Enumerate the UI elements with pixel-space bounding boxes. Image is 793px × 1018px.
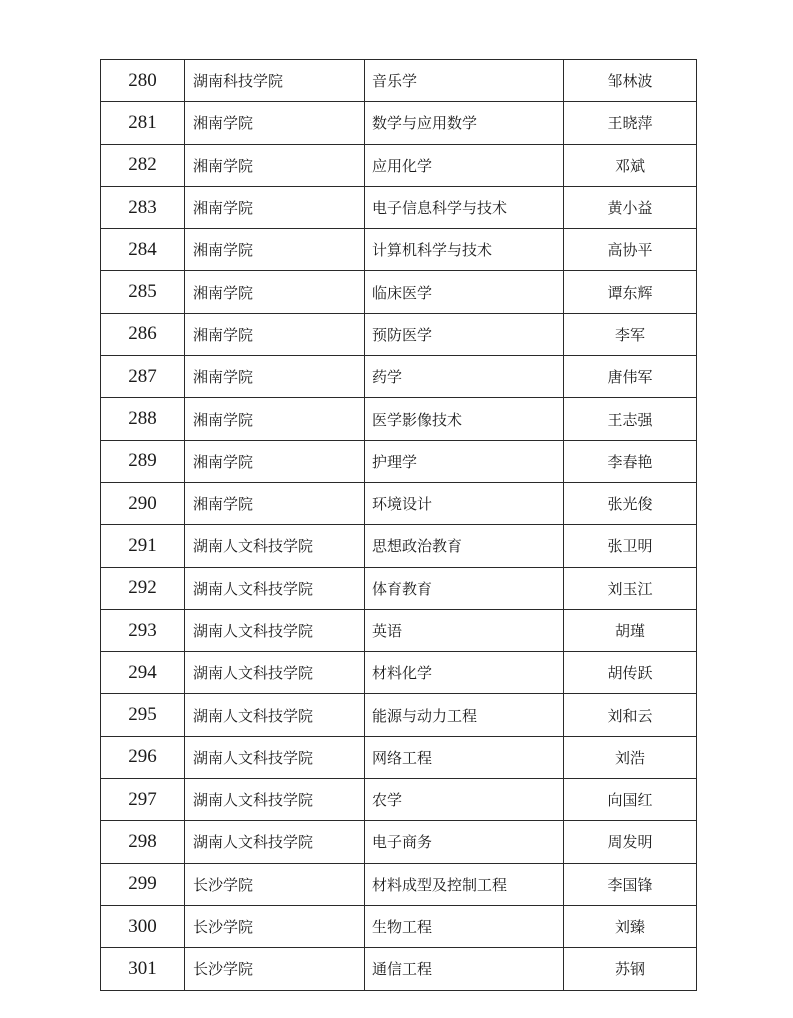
table-row <box>101 398 697 440</box>
school-cell: 长沙学院 <box>185 948 365 990</box>
row-number-cell: 284 <box>101 229 185 271</box>
person-name-cell: 刘玉江 <box>564 567 697 609</box>
person-name-cell: 刘和云 <box>564 694 697 736</box>
major-cell: 网络工程 <box>365 736 564 778</box>
major-cell: 环境设计 <box>365 482 564 524</box>
table-row <box>101 356 697 398</box>
person-name-cell: 高协平 <box>564 229 697 271</box>
table-row <box>101 313 697 355</box>
person-name-cell: 李春艳 <box>564 440 697 482</box>
major-cell: 数学与应用数学 <box>365 102 564 144</box>
table-row <box>101 482 697 524</box>
school-cell: 湖南人文科技学院 <box>185 821 365 863</box>
major-cell: 药学 <box>365 356 564 398</box>
person-name-cell: 邓斌 <box>564 144 697 186</box>
major-cell: 思想政治教育 <box>365 525 564 567</box>
major-cell: 通信工程 <box>365 948 564 990</box>
table-row <box>101 144 697 186</box>
table-row <box>101 525 697 567</box>
person-name-cell: 张卫明 <box>564 525 697 567</box>
school-cell: 湘南学院 <box>185 229 365 271</box>
major-cell: 电子商务 <box>365 821 564 863</box>
table-row <box>101 821 697 863</box>
row-number-cell: 280 <box>101 60 185 102</box>
table-row <box>101 609 697 651</box>
row-number-cell: 299 <box>101 863 185 905</box>
row-number-cell: 295 <box>101 694 185 736</box>
person-name-cell: 黄小益 <box>564 186 697 228</box>
row-number-cell: 290 <box>101 482 185 524</box>
row-number-cell: 286 <box>101 313 185 355</box>
school-cell: 长沙学院 <box>185 905 365 947</box>
major-cell: 护理学 <box>365 440 564 482</box>
school-cell: 湘南学院 <box>185 271 365 313</box>
major-cell: 材料成型及控制工程 <box>365 863 564 905</box>
table-row <box>101 567 697 609</box>
major-cell: 音乐学 <box>365 60 564 102</box>
person-name-cell: 李国锋 <box>564 863 697 905</box>
row-number-cell: 282 <box>101 144 185 186</box>
table-body <box>101 60 697 991</box>
table-row <box>101 60 697 102</box>
school-cell: 湖南科技学院 <box>185 60 365 102</box>
school-cell: 湖南人文科技学院 <box>185 694 365 736</box>
person-name-cell: 王晓萍 <box>564 102 697 144</box>
school-cell: 湘南学院 <box>185 398 365 440</box>
row-number-cell: 297 <box>101 779 185 821</box>
school-cell: 湖南人文科技学院 <box>185 609 365 651</box>
person-name-cell: 邹林波 <box>564 60 697 102</box>
major-cell: 材料化学 <box>365 652 564 694</box>
row-number-cell: 287 <box>101 356 185 398</box>
table-row <box>101 863 697 905</box>
major-cell: 应用化学 <box>365 144 564 186</box>
row-number-cell: 281 <box>101 102 185 144</box>
person-name-cell: 刘臻 <box>564 905 697 947</box>
row-number-cell: 288 <box>101 398 185 440</box>
row-number-cell: 296 <box>101 736 185 778</box>
person-name-cell: 胡瑾 <box>564 609 697 651</box>
person-name-cell: 向国红 <box>564 779 697 821</box>
school-cell: 湖南人文科技学院 <box>185 736 365 778</box>
school-cell: 湘南学院 <box>185 356 365 398</box>
school-cell: 长沙学院 <box>185 863 365 905</box>
row-number-cell: 301 <box>101 948 185 990</box>
table-row <box>101 102 697 144</box>
document-table <box>100 59 697 991</box>
row-number-cell: 283 <box>101 186 185 228</box>
school-cell: 湘南学院 <box>185 313 365 355</box>
person-name-cell: 王志强 <box>564 398 697 440</box>
major-cell: 临床医学 <box>365 271 564 313</box>
table-row <box>101 905 697 947</box>
table-row <box>101 186 697 228</box>
school-cell: 湖南人文科技学院 <box>185 567 365 609</box>
major-cell: 生物工程 <box>365 905 564 947</box>
major-cell: 电子信息科学与技术 <box>365 186 564 228</box>
row-number-cell: 291 <box>101 525 185 567</box>
person-name-cell: 谭东辉 <box>564 271 697 313</box>
major-cell: 农学 <box>365 779 564 821</box>
school-cell: 湘南学院 <box>185 440 365 482</box>
table-row <box>101 440 697 482</box>
person-name-cell: 李军 <box>564 313 697 355</box>
table-row <box>101 694 697 736</box>
row-number-cell: 293 <box>101 609 185 651</box>
row-number-cell: 300 <box>101 905 185 947</box>
table-row <box>101 779 697 821</box>
person-name-cell: 周发明 <box>564 821 697 863</box>
row-number-cell: 285 <box>101 271 185 313</box>
school-cell: 湖南人文科技学院 <box>185 525 365 567</box>
row-number-cell: 294 <box>101 652 185 694</box>
table-row <box>101 948 697 990</box>
table-row <box>101 229 697 271</box>
row-number-cell: 289 <box>101 440 185 482</box>
person-name-cell: 刘浩 <box>564 736 697 778</box>
table-row <box>101 652 697 694</box>
school-cell: 湘南学院 <box>185 144 365 186</box>
major-cell: 预防医学 <box>365 313 564 355</box>
person-name-cell: 苏钢 <box>564 948 697 990</box>
major-cell: 英语 <box>365 609 564 651</box>
table-row <box>101 736 697 778</box>
school-cell: 湖南人文科技学院 <box>185 779 365 821</box>
person-name-cell: 唐伟军 <box>564 356 697 398</box>
school-cell: 湘南学院 <box>185 186 365 228</box>
table-row <box>101 271 697 313</box>
major-cell: 医学影像技术 <box>365 398 564 440</box>
person-name-cell: 张光俊 <box>564 482 697 524</box>
row-number-cell: 298 <box>101 821 185 863</box>
major-cell: 体育教育 <box>365 567 564 609</box>
major-cell: 计算机科学与技术 <box>365 229 564 271</box>
row-number-cell: 292 <box>101 567 185 609</box>
school-cell: 湘南学院 <box>185 482 365 524</box>
school-cell: 湘南学院 <box>185 102 365 144</box>
major-cell: 能源与动力工程 <box>365 694 564 736</box>
school-cell: 湖南人文科技学院 <box>185 652 365 694</box>
person-name-cell: 胡传跃 <box>564 652 697 694</box>
